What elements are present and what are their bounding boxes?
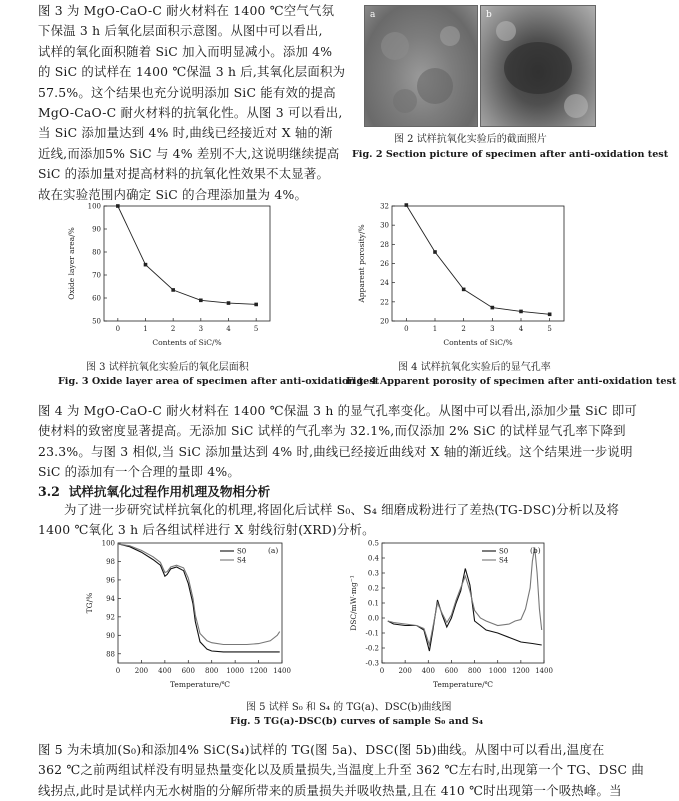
x-tick-label: 1000 [488,667,507,675]
y-tick-label: 100 [101,539,115,548]
series-line-s4 [118,544,280,645]
text-line: 使材料的致密度显著提高。无添加 SiC 试样的气孔率为 32.1%,而仅添加 2% SiC 的试样显气孔率下降到 [38,423,626,439]
data-point [405,203,409,207]
text-line: 图 4 为 MgO-CaO-C 耐火材料在 1400 ℃保温 3 h 的显气孔率变化。从图中可以看出,添加少量 SiC 即可 [38,403,638,418]
y-tick-label: 30 [380,221,389,230]
legend-label: S4 [499,556,509,565]
fig4-caption-en: Fig. 4 Apparent porosity of specimen after anti-oxidation test [346,376,677,387]
x-tick-label: 600 [181,667,195,675]
y-axis-label: Apparent porosity/% [357,224,366,303]
legend-label: S4 [237,556,247,565]
data-point [199,299,203,303]
x-axis-label: Contents of SiC/% [443,338,513,347]
y-tick-label: 90 [92,225,101,234]
x-tick-label: 400 [158,667,172,675]
data-point [491,306,495,310]
text-line: 1400 ℃氧化 3 h 后各组试样进行 X 射线衍射(XRD)分析。 [38,522,375,538]
data-point [144,263,148,267]
x-tick-label: 600 [444,667,459,675]
y-tick-label: 90 [106,631,115,640]
x-tick-label: 1 [432,325,438,333]
y-tick-label: 50 [92,317,101,326]
x-tick-label: 1400 [535,667,553,675]
x-tick-label: 800 [467,667,482,675]
photo-texture [365,6,477,126]
x-tick-label: 2 [170,325,176,333]
y-tick-label: 0.0 [367,614,379,623]
section-title: 试样抗氧化过程作用机理及物相分析 [68,484,271,499]
x-tick-label: 4 [226,325,231,333]
x-tick-label: 1000 [226,667,245,675]
y-tick-label: 0.1 [367,599,379,608]
data-point [462,288,466,292]
y-tick-label: 60 [92,294,101,303]
y-tick-label: 20 [380,317,389,326]
section-photo-b [480,5,596,127]
text-line: 57.5%。这个结果也充分说明添加 SiC 能有效的提高 [38,84,336,100]
data-point [433,250,437,254]
text-line: 为了进一步研究试样抗氧化的机理,将固化后试样 S₀、S₄ 细磨成粉进行了差热(TG-DSC)分析以及将 [64,502,620,517]
fig3-caption-en: Fig. 3 Oxide layer area of specimen after anti-oxidation test [58,376,380,387]
y-tick-label: 0.3 [367,569,379,578]
y-tick-label: 24 [380,279,389,288]
series-line-s0 [388,569,542,652]
data-point [519,310,523,314]
x-tick-label: 200 [134,667,149,675]
y-tick-label: 98 [106,557,115,566]
text-line: 当 SiC 添加量达到 4% 时,曲线已经接近对 X 轴的渐 [38,125,333,141]
x-tick-label: 5 [547,325,552,333]
y-tick-label: 28 [380,240,389,249]
fig4-chart [352,196,592,356]
x-tick-label: 0 [115,325,121,333]
y-tick-label: 88 [106,650,115,659]
x-tick-label: 2 [461,325,466,333]
text-line: 的 SiC 的试样在 1400 ℃保温 3 h 后,其氧化层面积为 [38,64,346,80]
data-point [116,204,120,208]
series-line-s0 [118,544,280,652]
fig5a-chart [80,535,310,695]
x-axis-label: Temperature/℃ [432,680,494,689]
text-line: SiC 的添加有一个合理的量即 4%。 [38,464,240,480]
y-tick-label: 0.2 [367,584,379,593]
y-tick-label: 94 [106,594,115,603]
fig2-caption-en: Fig. 2 Section picture of specimen after anti-oxidation test [352,149,669,160]
x-tick-label: 1200 [511,667,530,675]
x-tick-label: 800 [205,667,219,675]
text-line: 试样的氧化面积随着 SiC 加入而明显减小。添加 4% [38,43,333,59]
series-line-data [406,205,549,314]
y-tick-label: 32 [380,202,389,211]
legend-label: S0 [237,547,247,556]
data-point [171,288,175,292]
section-number: 3.2 [38,484,60,499]
y-tick-label: 0.5 [367,539,379,548]
photo-label-b: b [486,10,492,20]
text-line: 近线,而添加5% SiC 与 4% 差别不大,这说明继续提高 [38,145,340,161]
y-tick-label: 22 [380,298,389,307]
x-tick-label: 1 [143,325,148,333]
x-tick-label: 400 [421,667,435,675]
y-tick-label: 0.4 [367,554,379,563]
x-tick-label: 3 [490,325,495,333]
section-photo-a [364,5,478,127]
y-tick-label: -0.2 [365,644,379,653]
x-tick-label: 0 [379,667,385,675]
section-heading [38,481,270,500]
plot-frame [382,543,544,663]
x-tick-label: 0 [115,667,121,675]
fig2-caption-cn: 图 2 试样抗氧化实验后的截面照片 [394,134,547,145]
x-tick-label: 5 [253,325,259,333]
fig5b-chart [346,535,576,695]
x-tick-label: 1200 [249,667,268,675]
fig5-caption-cn: 图 5 试样 S₀ 和 S₄ 的 TG(a)、DSC(b)曲线图 [246,702,452,713]
text-line: MgO-CaO-C 耐火材料的抗氧化性。从图 3 可以看出, [38,105,343,121]
series-line-s4 [388,548,542,646]
text-line: 23.3%。与图 3 相似,当 SiC 添加量达到 4% 时,曲线已经接近曲线对 X 轴的渐近线。这个结果进一步说明 [38,443,633,459]
paragraph-fig4-discussion [38,401,658,483]
x-tick-label: 3 [198,325,204,333]
y-tick-label: -0.1 [365,629,379,638]
text-line: 下保温 3 h 后氧化层面积示意图。从图中可以看出, [38,23,323,39]
text-line: 线拐点,此时是试样内无水树脂的分解所带来的质量损失并吸收热量,且在 410 ℃时出现第一个吸热峰。当 [38,782,622,798]
y-tick-label: 26 [380,260,389,268]
x-axis-label: Contents of SiC/% [152,338,222,347]
x-axis-label: Temperature/℃ [169,680,231,689]
panel-label: (b) [530,546,541,555]
y-axis-label: DSC/mW·mg⁻¹ [349,575,358,631]
y-axis-label: Oxide layer area/% [67,227,76,300]
text-line: 362 ℃之前两组试样没有明显热量变化以及质量损失,当温度上升至 362 ℃左右时,出现第一个 TG、DSC 曲 [38,762,644,778]
fig3-chart [60,196,290,356]
x-tick-label: 0 [404,325,409,333]
y-tick-label: 80 [92,248,101,257]
data-point [548,312,552,316]
fig3-caption-cn: 图 3 试样抗氧化实验后的氧化层面积 [86,362,249,373]
data-point [254,303,258,307]
data-point [227,301,231,305]
photo-label-a: a [370,10,376,20]
x-tick-label: 1400 [273,667,291,675]
text-line: 图 5 为未填加(S₀)和添加4% SiC(S₄)试样的 TG(图 5a)、DSC(图 5b)曲线。从图中可以看出,温度在 [38,742,605,757]
y-tick-label: 92 [106,613,115,622]
x-tick-label: 200 [398,667,412,675]
paragraph-tg-dsc-discussion [38,740,658,801]
fig5-caption-en: Fig. 5 TG(a)-DSC(b) curves of sample S₀ and S₄ [230,716,484,727]
y-tick-label: 96 [106,576,115,585]
y-tick-label: 100 [87,202,101,211]
photo-texture [481,6,595,126]
fig4-caption-cn: 图 4 试样抗氧化实验后的显气孔率 [398,362,551,373]
series-line-data [118,206,256,304]
y-axis-label: TG/% [85,592,94,614]
panel-label: (a) [268,546,279,555]
text-line: 故在实验范围内确定 SiC 的合理添加量为 4%。 [38,186,308,202]
text-line: SiC 的添加量对提高材料的抗氧化性效果不太显著。 [38,166,330,182]
x-tick-label: 4 [518,325,524,333]
legend-label: S0 [499,547,509,556]
paragraph-fig3-discussion [38,1,356,205]
text-line: 图 3 为 MgO-CaO-C 耐火材料在 1400 ℃空气气氛 [38,3,335,18]
y-tick-label: 70 [92,271,101,280]
plot-frame [118,543,282,663]
y-tick-label: -0.3 [365,659,379,668]
